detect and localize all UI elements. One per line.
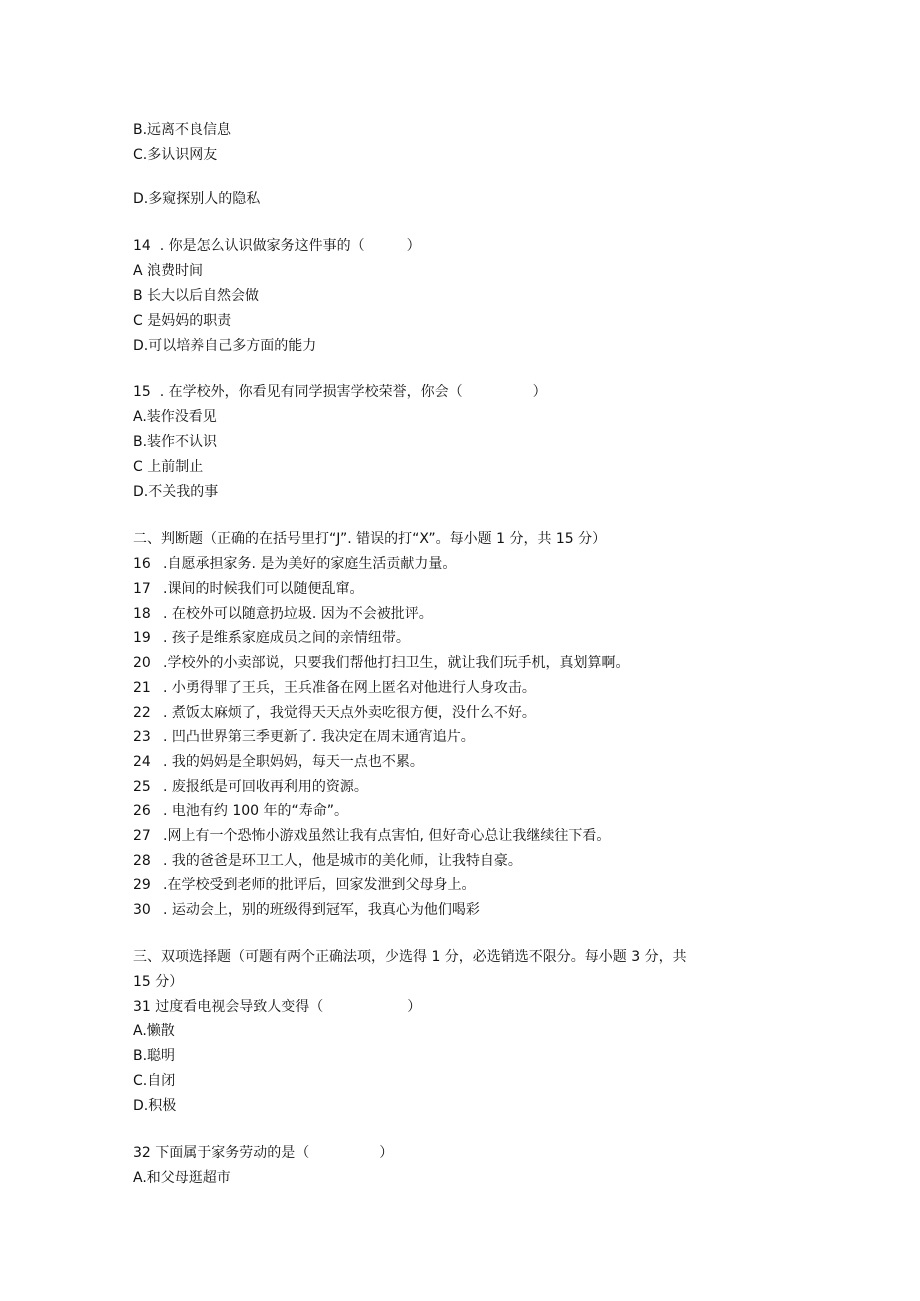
- q14-stem: 14 . 你是怎么认识做家务这件事的（ ）: [133, 238, 421, 254]
- q31-stem: 31 过度看电视会导致人变得（ ）: [133, 999, 422, 1015]
- tf-item: [133, 777, 368, 797]
- tf-item-text: . 我的爸爸是环卫工人，他是城市的美化师，让我特自豪。: [163, 853, 522, 869]
- tf-item: [133, 727, 475, 747]
- q14-option-a: A 浪费时间: [133, 263, 204, 279]
- tf-item-number: 28: [133, 853, 151, 869]
- tf-item-text: .自愿承担家务. 是为美好的家庭生活贡献力量。: [163, 556, 457, 572]
- tf-item: [133, 604, 433, 624]
- tf-item: [133, 628, 410, 648]
- q13-option-d: D.多窥探别人的隐私: [133, 191, 261, 207]
- q32-stem: 32 下面属于家务劳动的是（ ）: [133, 1145, 394, 1161]
- tf-item-text: .在学校受到老师的批评后，回家发泄到父母身上。: [163, 877, 476, 893]
- q15-option-b: B.装作不认识: [133, 434, 218, 450]
- q13-option-b: B.远离不良信息: [133, 122, 232, 138]
- q14-option-b: B 长大以后自然会做: [133, 288, 260, 304]
- tf-item-text: .网上有一个恐怖小游戏虽然让我有点害怕, 但好奇心总让我继续往下看。: [163, 828, 611, 844]
- tf-item-number: 22: [133, 705, 151, 721]
- tf-item-number: 20: [133, 655, 151, 671]
- tf-item-number: 19: [133, 630, 151, 646]
- tf-item-text: . 废报纸是可回收再利用的资源。: [163, 779, 368, 795]
- q13-option-c: C.多认识网友: [133, 147, 218, 163]
- q14-option-d: D.可以培养自己多方面的能力: [133, 338, 317, 354]
- tf-item-number: 30: [133, 902, 151, 918]
- tf-item: [133, 554, 456, 574]
- tf-item-number: 16: [133, 556, 151, 572]
- tf-item: [133, 851, 522, 871]
- tf-item: [133, 678, 536, 698]
- tf-item-text: . 孩子是维系家庭成员之间的亲情纽带。: [163, 630, 410, 646]
- tf-item-text: . 在校外可以随意扔垃圾. 因为不会被批评。: [163, 606, 433, 622]
- tf-item-number: 21: [133, 680, 151, 696]
- q15-stem: 15 . 在学校外，你看见有同学损害学校荣誉，你会（ ）: [133, 384, 547, 400]
- tf-item-text: . 电池有约 100 年的“寿命”。: [163, 803, 349, 819]
- q32-option-a: A.和父母逛超市: [133, 1170, 231, 1186]
- tf-item-number: 29: [133, 877, 151, 893]
- tf-item-text: . 凹凸世界第三季更新了. 我决定在周末通宵追片。: [163, 729, 475, 745]
- tf-item: [133, 752, 424, 772]
- tf-item: [133, 900, 480, 920]
- section2-title: 二、判断题（正确的在括号里打“J”. 错误的打“X”。每小题 1 分，共 15 分）: [133, 531, 607, 547]
- tf-item: [133, 703, 536, 723]
- tf-item: [133, 579, 363, 599]
- tf-item: [133, 653, 629, 673]
- section3-title-line1: 三、双项选择题（可题有两个正确法项，少选得 1 分，必选销选不限分。每小题 3 分，共: [133, 949, 687, 965]
- q15-option-c: C 上前制止: [133, 459, 204, 475]
- tf-item: [133, 801, 348, 821]
- tf-item-text: . 我的妈妈是全职妈妈，每天一点也不累。: [163, 754, 424, 770]
- tf-item: [133, 875, 475, 895]
- tf-item-number: 25: [133, 779, 151, 795]
- tf-item-text: . 小勇得罪了王兵，王兵准备在网上匿名对他进行人身攻击。: [163, 680, 536, 696]
- q31-option-a: A.懒散: [133, 1023, 175, 1039]
- q31-option-b: B.聪明: [133, 1048, 176, 1064]
- q31-option-c: C.自闭: [133, 1073, 176, 1089]
- section3-title-line2: 15 分）: [133, 974, 184, 990]
- tf-item-number: 26: [133, 803, 151, 819]
- q15-option-a: A.装作没看见: [133, 409, 217, 425]
- tf-item-number: 17: [133, 581, 151, 597]
- tf-item-number: 23: [133, 729, 151, 745]
- tf-item-number: 24: [133, 754, 151, 770]
- tf-item: [133, 826, 610, 846]
- q15-option-d: D.不关我的事: [133, 484, 219, 500]
- tf-item-number: 27: [133, 828, 151, 844]
- tf-item-text: . 运动会上，别的班级得到冠军，我真心为他们喝彩: [163, 902, 480, 918]
- tf-item-text: .学校外的小卖部说，只要我们帮他打扫卫生，就让我们玩手机，真划算啊。: [163, 655, 630, 671]
- tf-item-text: . 煮饭太麻烦了，我觉得天天点外卖吃很方便，没什么不好。: [163, 705, 536, 721]
- tf-item-number: 18: [133, 606, 151, 622]
- q14-option-c: C 是妈妈的职责: [133, 313, 232, 329]
- tf-item-text: .课间的时候我们可以随便乱窜。: [163, 581, 364, 597]
- q31-option-d: D.积极: [133, 1098, 177, 1114]
